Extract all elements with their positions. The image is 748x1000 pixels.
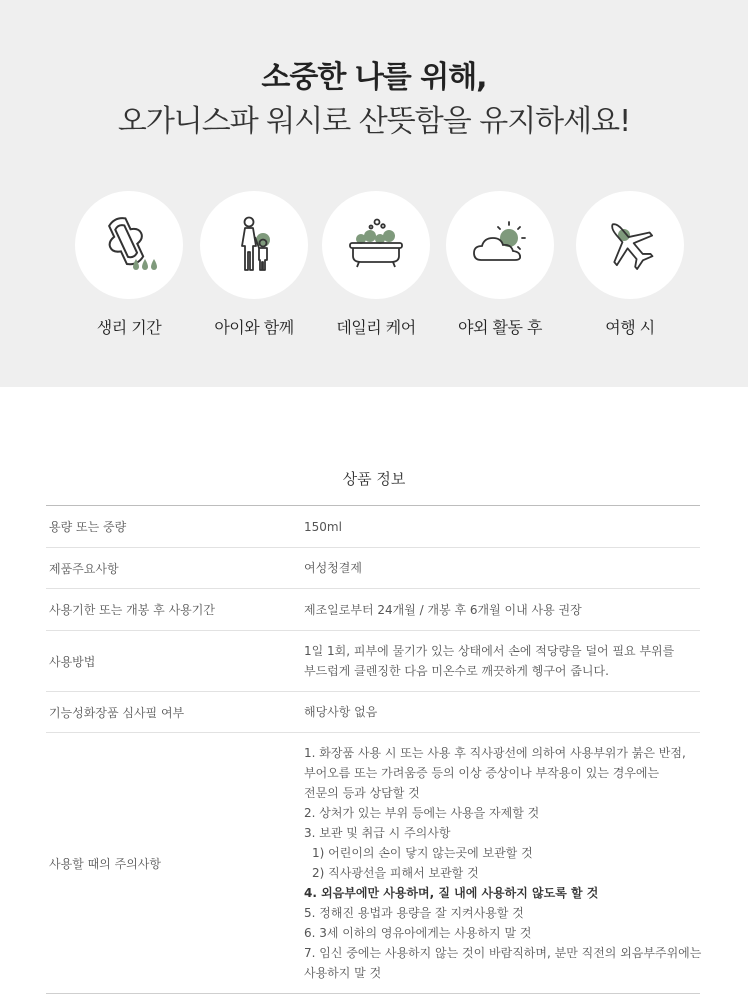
table-row [46,733,700,994]
row-value [304,743,700,983]
value-line: 부드럽게 클렌징한 다음 미온수로 깨끗하게 헹구어 줍니다. [304,664,609,678]
row-key: 용량 또는 중량 [49,520,127,534]
row-key: 제품주요사항 [49,561,119,576]
caution-line: 7. 임신 중에는 사용하지 않는 것이 바람직하며, 분만 직전의 외음부주위에는 [304,946,702,960]
hero-title-line2: 오가니스파 워시로 산뜻함을 유지하세요! [117,104,631,139]
usage-hero-section [0,0,748,387]
row-key: 기능성화장품 심사필 여부 [49,705,185,720]
usage-circle [200,191,308,299]
row-value: 제조일로부터 24개월 / 개봉 후 6개월 이내 사용 권장 [304,602,582,617]
caution-line: 부어오름 또는 가려움증 등의 이상 증상이나 부작용이 있는 경우에는 [304,766,660,780]
usage-label: 여행 시 [605,318,655,337]
table-row [46,692,700,733]
row-value: 150ml [304,519,342,534]
caution-line: 2. 상처가 있는 부위 등에는 사용을 자제할 것 [304,806,540,820]
row-value: 여성청결제 [304,561,362,575]
usage-item-daily-care [322,191,430,338]
caution-line: 3. 보관 및 취급 시 주의사항 [304,826,451,840]
usage-circle [75,191,183,299]
row-key: 사용할 때의 주의사항 [49,856,161,871]
product-info-title: 상품 정보 [342,470,406,488]
sanitary-pad-icon [94,210,164,280]
row-value [304,641,700,681]
table-row [46,548,700,589]
value-line: 1일 1회, 피부에 물기가 있는 상태에서 손에 적당량을 덜어 필요 부위를 [304,644,675,658]
caution-line: 사용하지 말 것 [304,966,382,980]
usage-item-travel [576,191,684,338]
caution-line: 전문의 등과 상담할 것 [304,786,420,800]
mother-child-icon [219,210,289,280]
table-row [46,631,700,692]
usage-label: 아이와 함께 [214,318,294,337]
caution-line: 5. 정해진 용법과 용량을 잘 지켜사용할 것 [304,906,524,920]
usage-circle [576,191,684,299]
bathtub-icon [341,210,411,280]
usage-label: 야외 활동 후 [458,318,542,337]
row-key: 사용기한 또는 개봉 후 사용기간 [49,603,215,617]
usage-label: 데일리 케어 [336,318,416,337]
row-value: 해당사항 없음 [304,705,378,719]
usage-item-period [75,191,183,338]
table-row [46,506,700,548]
caution-line: 1. 화장품 사용 시 또는 사용 후 직사광선에 의하여 사용부위가 붉은 반점, [304,746,686,760]
sun-cloud-icon [465,210,535,280]
hero-title-line1: 소중한 나를 위해, [261,60,487,95]
usage-circle [446,191,554,299]
caution-line: 6. 3세 이하의 영유아에게는 사용하지 말 것 [304,926,532,940]
usage-item-with-child [200,191,308,338]
row-key: 사용방법 [49,654,96,669]
usage-label: 생리 기간 [96,318,162,337]
table-row [46,589,700,631]
usage-item-outdoor [446,191,554,338]
airplane-icon [595,210,665,280]
caution-line: 2) 직사광선을 피해서 보관할 것 [312,866,479,880]
caution-line-emphasis: 4. 외음부에만 사용하며, 질 내에 사용하지 않도록 할 것 [304,886,599,900]
product-info-table [46,505,700,994]
caution-line: 1) 어린이의 손이 닿지 않는곳에 보관할 것 [312,846,533,860]
usage-circle [322,191,430,299]
